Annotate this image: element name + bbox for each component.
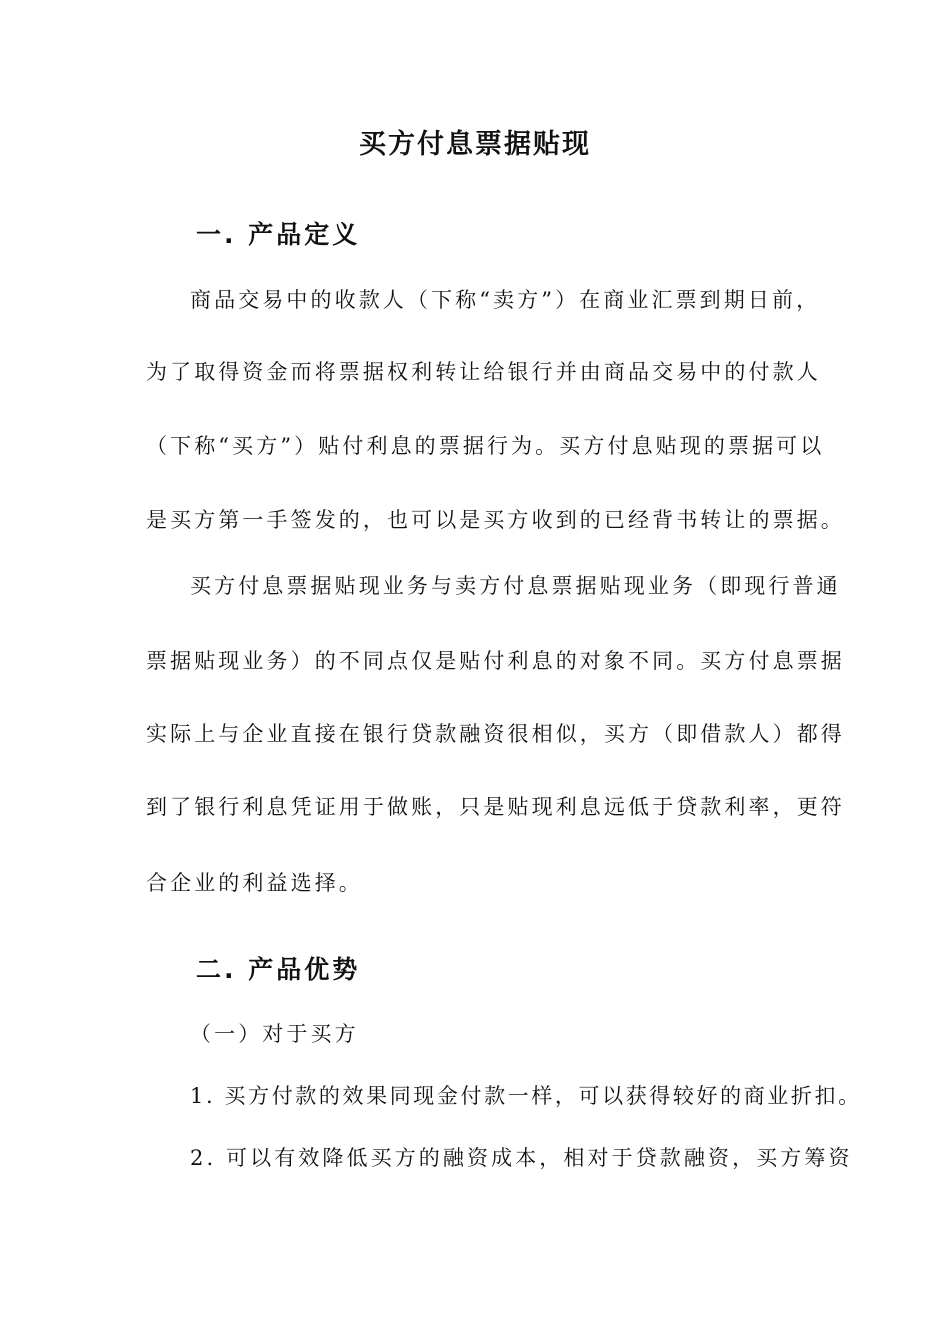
paragraph-line: 是买方第一手签发的，也可以是买方收到的已经背书转让的票据。 bbox=[146, 508, 845, 532]
document-title: 买方付息票据贴现 bbox=[359, 129, 591, 160]
paragraph-line: （下称“买方”）贴付利息的票据行为。买方付息贴现的票据可以 bbox=[146, 434, 825, 458]
paragraph-line: 为了取得资金而将票据权利转让给银行并由商品交易中的付款人 bbox=[146, 360, 821, 384]
section-heading-advantages: 二. 产品优势 bbox=[196, 955, 361, 984]
paragraph-line: 实际上与企业直接在银行贷款融资很相似，买方（即借款人）都得 bbox=[146, 722, 845, 746]
paragraph-line: 商品交易中的收款人（下称“卖方”）在商业汇票到期日前， bbox=[190, 288, 821, 312]
paragraph-line: 买方付息票据贴现业务与卖方付息票据贴现业务（即现行普通 bbox=[190, 574, 841, 598]
paragraph-line: 到了银行利息凭证用于做账，只是贴现利息远低于贷款利率，更符 bbox=[146, 795, 845, 819]
section-heading-definition: 一. 产品定义 bbox=[196, 220, 361, 249]
subsection-heading: （一）对于买方 bbox=[190, 1022, 359, 1046]
list-item: 1. 买方付款的效果同现金付款一样，可以获得较好的商业折扣。 bbox=[190, 1084, 862, 1108]
paragraph-line: 合企业的利益选择。 bbox=[146, 871, 363, 895]
list-item: 2. 可以有效降低买方的融资成本，相对于贷款融资，买方筹资 bbox=[190, 1146, 853, 1170]
paragraph-line: 票据贴现业务）的不同点仅是贴付利息的对象不同。买方付息票据 bbox=[146, 649, 845, 673]
